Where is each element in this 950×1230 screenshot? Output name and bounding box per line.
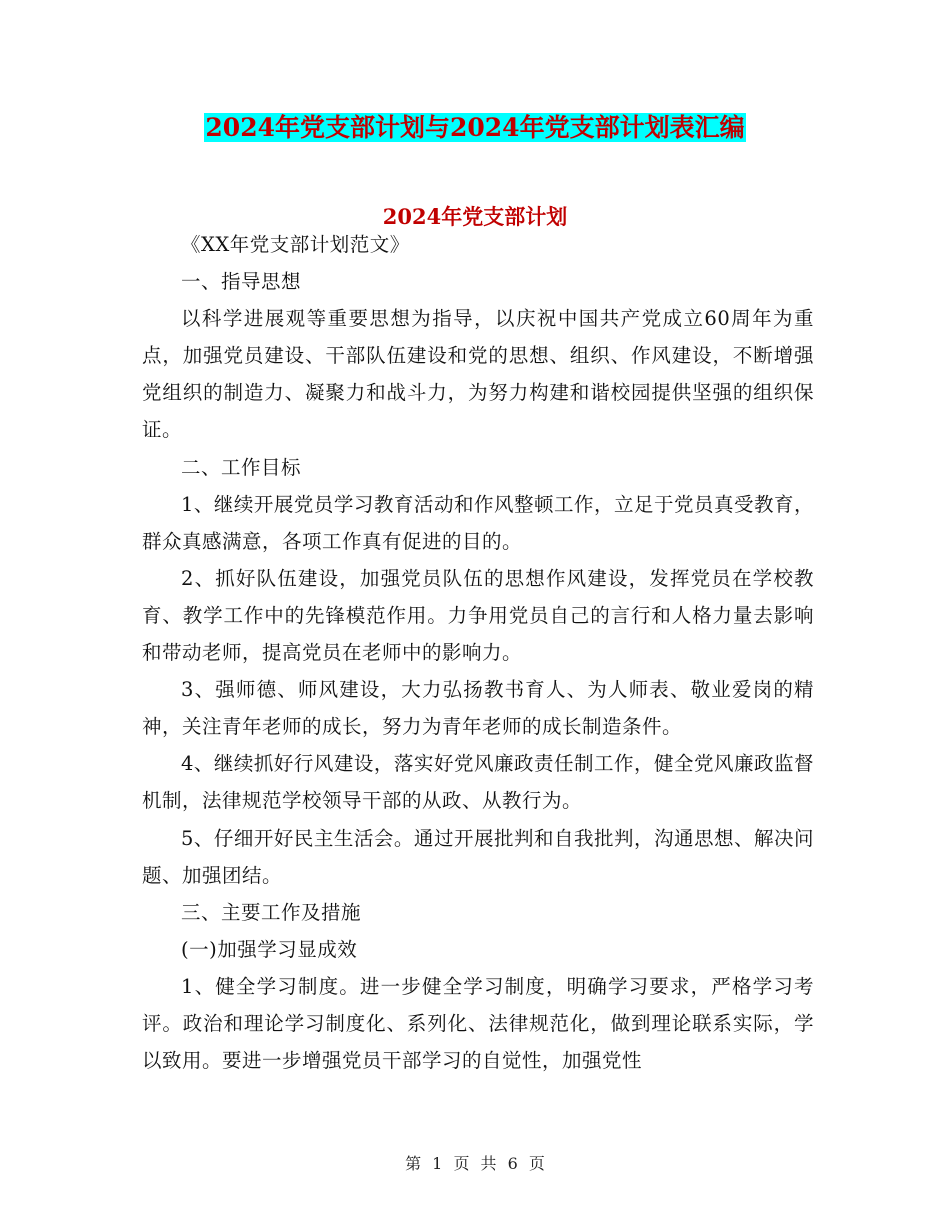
heading-guiding-ideology: 一、指导思想	[181, 270, 302, 294]
paragraph: 4、继续抓好行风建设，落实好党风廉政责任制工作，健全党风廉政监督机制，法律规范学校领导干部的从政、从教行为。	[142, 752, 814, 813]
document-title-text: 2024年党支部计划与2024年党支部计划表汇编	[205, 113, 745, 142]
paragraph: 《XX年党支部计划范文》	[181, 233, 410, 256]
paragraph: 以科学进展观等重要思想为指导，以庆祝中国共产党成立60周年为重点，加强党员建设、干部队伍建设和党的思想、组织、作风建设，不断增强党组织的制造力、凝聚力和战斗力，为努力构建和谐校园提供坚强的组织保证。	[142, 307, 814, 442]
paragraph: 2、抓好队伍建设，加强党员队伍的思想作风建设，发挥党员在学校教育、教学工作中的先锋模范作用。力争用党员自己的言行和人格力量去影响和带动老师，提高党员在老师中的影响力。	[142, 566, 814, 665]
heading-study: (一)加强学习显成效	[181, 937, 358, 961]
section-title: 2024年党支部计划	[382, 204, 568, 229]
paragraph: 5、仔细开好民主生活会。通过开展批判和自我批判，沟通思想、解决问题、加强团结。	[142, 826, 814, 887]
document-title	[0, 110, 950, 146]
page-footer: 第 1 页 共 6 页	[405, 1154, 545, 1173]
paragraph: 3、强师德、师风建设，大力弘扬教书育人、为人师表、敬业爱岗的精神，关注青年老师的成长，努力为青年老师的成长制造条件。	[142, 678, 814, 739]
heading-main-work: 三、主要工作及措施	[181, 900, 362, 924]
document-body	[142, 226, 814, 1079]
paragraph: 1、健全学习制度。进一步健全学习制度，明确学习要求，严格学习考评。政治和理论学习制度化、系列化、法律规范化，做到理论联系实际，学以致用。要进一步增强党员干部学习的自觉性，加强党性	[142, 974, 814, 1073]
heading-work-goals: 二、工作目标	[181, 455, 302, 479]
paragraph: 1、继续开展党员学习教育活动和作风整顿工作，立足于党员真受教育，群众真感满意，各项工作真有促进的目的。	[142, 492, 814, 553]
